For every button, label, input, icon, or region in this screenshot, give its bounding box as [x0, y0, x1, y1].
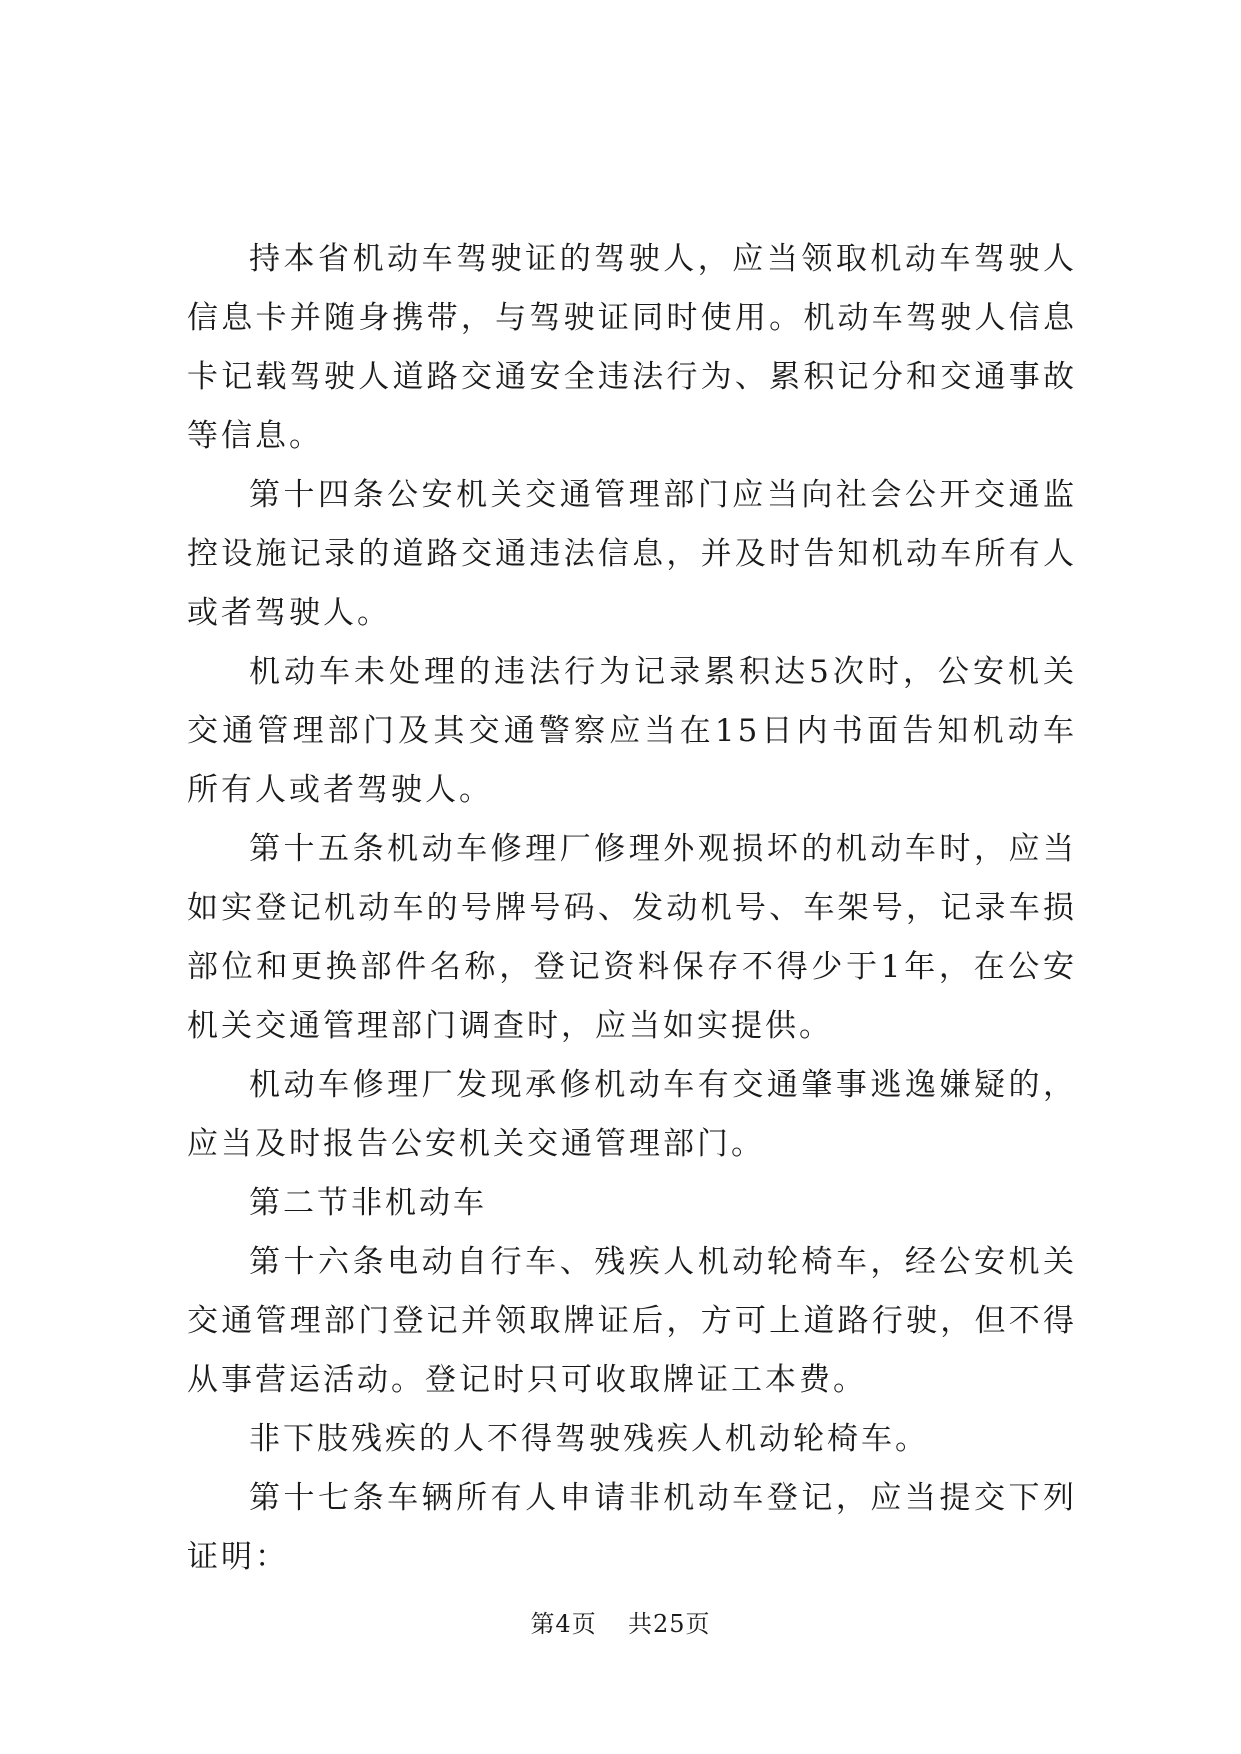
- paragraph-repair-shop-report: 机动车修理厂发现承修机动车有交通肇事逃逸嫌疑的，应当及时报告公安机关交通管理部门。: [187, 1067, 1077, 1162]
- document-body: [187, 230, 1077, 1587]
- paragraph-driver-info-card: 持本省机动车驾驶证的驾驶人，应当领取机动车驾驶人信息卡并随身携带，与驾驶证同时使用。机动车驾驶人信息卡记载驾驶人道路交通安全违法行为、累积记分和交通事故等信息。: [187, 241, 1077, 454]
- section-heading: 第二节非机动车: [249, 1185, 487, 1221]
- paragraph-article-14: 第十四条公安机关交通管理部门应当向社会公开交通监控设施记录的道路交通违法信息，并及时告知机动车所有人或者驾驶人。: [187, 477, 1077, 631]
- paragraph-article-16: 第十六条电动自行车、残疾人机动轮椅车，经公安机关交通管理部门登记并领取牌证后，方可上道路行驶，但不得从事营运活动。登记时只可收取牌证工本费。: [187, 1244, 1077, 1398]
- paragraph-article-17: 第十七条车辆所有人申请非机动车登记，应当提交下列证明：: [187, 1480, 1077, 1575]
- paragraph-wheelchair-restriction: 非下肢残疾的人不得驾驶残疾人机动轮椅车。: [249, 1421, 929, 1457]
- page-total: 共25页: [628, 1610, 711, 1638]
- page-number: 第4页: [530, 1610, 597, 1638]
- page-footer: [0, 1604, 1241, 1639]
- paragraph-violation-notice: 机动车未处理的违法行为记录累积达5次时，公安机关交通管理部门及其交通警察应当在15日内书面告知机动车所有人或者驾驶人。: [187, 654, 1077, 808]
- paragraph-article-15: 第十五条机动车修理厂修理外观损坏的机动车时，应当如实登记机动车的号牌号码、发动机号、车架号，记录车损部位和更换部件名称，登记资料保存不得少于1年，在公安机关交通管理部门调查时，应当如实提供。: [187, 831, 1077, 1044]
